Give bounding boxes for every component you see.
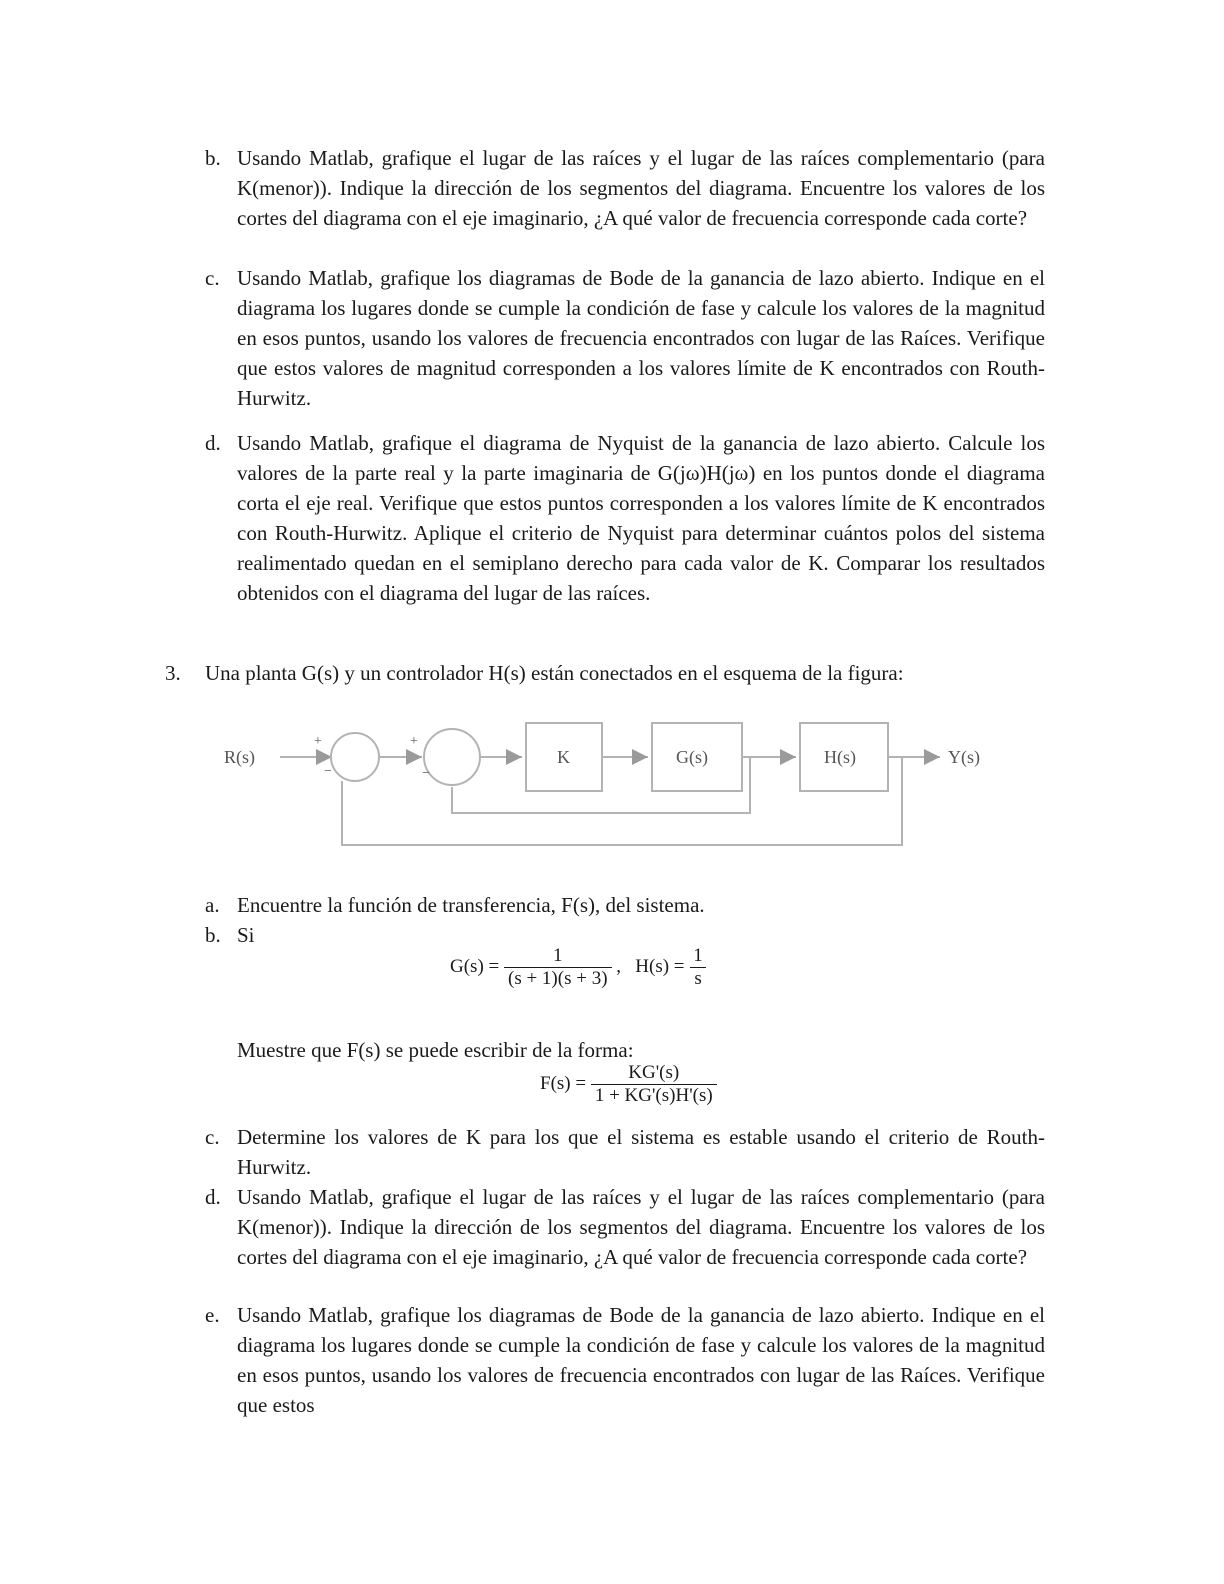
eq1-numerator: 1 xyxy=(553,945,563,966)
eq1-lhs: G(s) = xyxy=(450,955,500,977)
block-g-label: G(s) xyxy=(676,747,708,767)
block-k-label: K xyxy=(557,747,570,767)
sum2-plus: + xyxy=(410,734,418,749)
equation-f xyxy=(540,1062,717,1107)
input-label: R(s) xyxy=(224,747,255,767)
sum2-minus: − xyxy=(422,766,430,781)
item-text: Determine los valores de K para los que el sistema es estable usando el criterio de Routh-Hurwitz. xyxy=(237,1125,1045,1179)
item-text: Usando Matlab, grafique el lugar de las raíces y el lugar de las raíces complementario (para K(menor)). Indique la dirección de los segmentos del diagrama. Encuentre los valores de los cortes del diagrama con el eje imaginario, ¿A qué valor de frecuencia corresponde cada corte? xyxy=(237,1185,1045,1269)
item-label: b. xyxy=(205,146,221,170)
eq1-numerator2: 1 xyxy=(693,945,703,966)
eq2-lhs: F(s) = xyxy=(540,1072,587,1094)
item-text: Usando Matlab, grafique el diagrama de Nyquist de la ganancia de lazo abierto. Calcule los valores de la parte real y la parte imaginaria de G(jω)H(jω) en los puntos donde el diagrama corta el eje real. Verifique que estos puntos corresponden a los valores límite de K encontrados con Routh-Hurwitz. Aplique el criterio de Nyquist para determinar cuántos polos del sistema realimentado quedan en el semiplano derecho para cada valor de K. Comparar los resultados obtenidos con el diagrama del lugar de las raíces. xyxy=(237,431,1045,605)
sum1-minus: − xyxy=(324,764,332,779)
show-text: Muestre que F(s) se puede escribir de la forma: xyxy=(237,1038,634,1062)
eq2-numerator: KG'(s) xyxy=(628,1062,680,1083)
eq1-denominator2: s xyxy=(690,967,705,990)
block-h-label: H(s) xyxy=(824,747,856,767)
eq1-fraction xyxy=(504,945,612,990)
item-text: Usando Matlab, grafique los diagramas de Bode de la ganancia de lazo abierto. Indique en el diagrama los lugares donde se cumple la condición de fase y calcule los valores de la magnitud en esos puntos, usando los valores de frecuencia encontrados con lugar de las Raíces. Verifique que estos valores de magnitud corresponden a los valores límite de K encontrados con Routh-Hurwitz. xyxy=(237,266,1045,410)
item-text: Si xyxy=(237,923,255,947)
eq1-denominator: (s + 1)(s + 3) xyxy=(504,967,612,990)
item-label: d. xyxy=(205,431,221,455)
item-label: e. xyxy=(205,1303,220,1327)
problem-number: 3. xyxy=(165,661,181,685)
item-text: Usando Matlab, grafique el lugar de las raíces y el lugar de las raíces complementario (para K(menor)). Indique la dirección de los segmentos del diagrama. Encuentre los valores de los cortes del diagrama con el eje imaginario, ¿A qué valor de frecuencia corresponde cada corte? xyxy=(237,146,1045,230)
item-text: Usando Matlab, grafique los diagramas de Bode de la ganancia de lazo abierto. Indique en el diagrama los lugares donde se cumple la condición de fase y calcule los valores de la magnitud en esos puntos, usando los valores de frecuencia encontrados con lugar de las Raíces. Verifique que estos xyxy=(237,1303,1045,1417)
eq2-denominator: 1 + KG'(s)H'(s) xyxy=(591,1084,717,1107)
eq2-fraction xyxy=(591,1062,717,1107)
show-statement xyxy=(237,1035,1045,1065)
problem-text: Una planta G(s) y un controlador H(s) están conectados en el esquema de la figura: xyxy=(205,661,904,685)
block-diagram xyxy=(210,715,1030,855)
item-label: b. xyxy=(205,923,221,947)
equation-g-h xyxy=(450,945,707,990)
sum1-plus: + xyxy=(314,734,322,749)
item-label: c. xyxy=(205,266,220,290)
summing-junction-1 xyxy=(331,733,379,781)
eq1-lhs2: H(s) = xyxy=(635,955,685,977)
item-label: d. xyxy=(205,1185,221,1209)
output-label: Y(s) xyxy=(948,747,980,767)
summing-junction-2 xyxy=(424,729,480,785)
eq1-separator: , xyxy=(616,955,622,977)
item-label: c. xyxy=(205,1125,220,1149)
item-text: Encuentre la función de transferencia, F(s), del sistema. xyxy=(237,893,705,917)
item-label: a. xyxy=(205,893,220,917)
eq1-fraction2 xyxy=(689,945,707,990)
